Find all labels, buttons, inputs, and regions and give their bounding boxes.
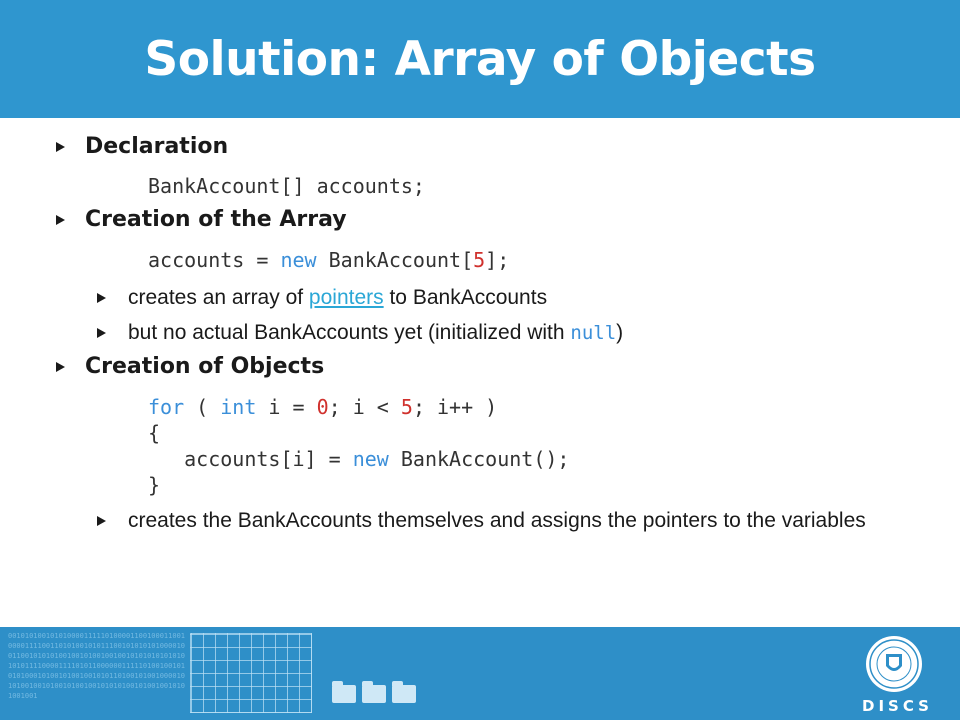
footer-banner <box>0 627 960 720</box>
bullet-declaration <box>56 134 228 159</box>
sub-bullet-pointers: creates an array of pointers to BankAccounts <box>97 285 917 310</box>
title-bar <box>0 0 960 118</box>
folder-icon <box>332 685 356 703</box>
triangle-bullet-icon <box>97 516 106 526</box>
declaration-heading: Declaration <box>85 134 229 159</box>
triangle-bullet-icon <box>56 215 65 225</box>
creation-objects-heading: Creation of Objects <box>85 354 325 379</box>
bullet-creation-array <box>56 207 347 232</box>
creates-objects-text: creates the BankAccounts themselves and assigns the pointers to the variables <box>128 509 866 532</box>
loop-code-block: for ( int i = 0; i < 5; i++ ) { accounts[i] = new BankAccount(); } <box>148 395 570 497</box>
triangle-bullet-icon <box>56 362 65 372</box>
binary-pattern: 0010101001010100001111101000011001000110010000111100110101001010111001010101010000100110010101010010010100100100101010101010101010111100001111010110000001111101001001010101000101001010010010101101001010010000101010010010100101001001010101001010010010101001001 <box>8 632 186 700</box>
pointers-link[interactable]: pointers <box>308 286 384 309</box>
university-seal-icon <box>864 634 924 694</box>
slide-title: Solution: Array of Objects <box>144 31 816 87</box>
sub-bullet-creates-objects <box>97 508 897 533</box>
discs-brand: DISCS <box>862 697 933 715</box>
triangle-bullet-icon <box>97 328 106 338</box>
declaration-code: BankAccount[] accounts; <box>148 174 425 198</box>
bullet-creation-objects <box>56 354 324 379</box>
folder-icons <box>332 685 416 703</box>
null-code: null <box>570 322 617 344</box>
sub-bullet-null: but no actual BankAccounts yet (initialized with null) <box>97 320 917 346</box>
creation-array-code: accounts = new BankAccount[5]; <box>148 248 510 272</box>
creation-array-heading: Creation of the Array <box>85 207 347 232</box>
triangle-bullet-icon <box>97 293 106 303</box>
folder-icon <box>362 685 386 703</box>
folder-icon <box>392 685 416 703</box>
triangle-bullet-icon <box>56 142 65 152</box>
grid-graphic <box>190 633 312 713</box>
